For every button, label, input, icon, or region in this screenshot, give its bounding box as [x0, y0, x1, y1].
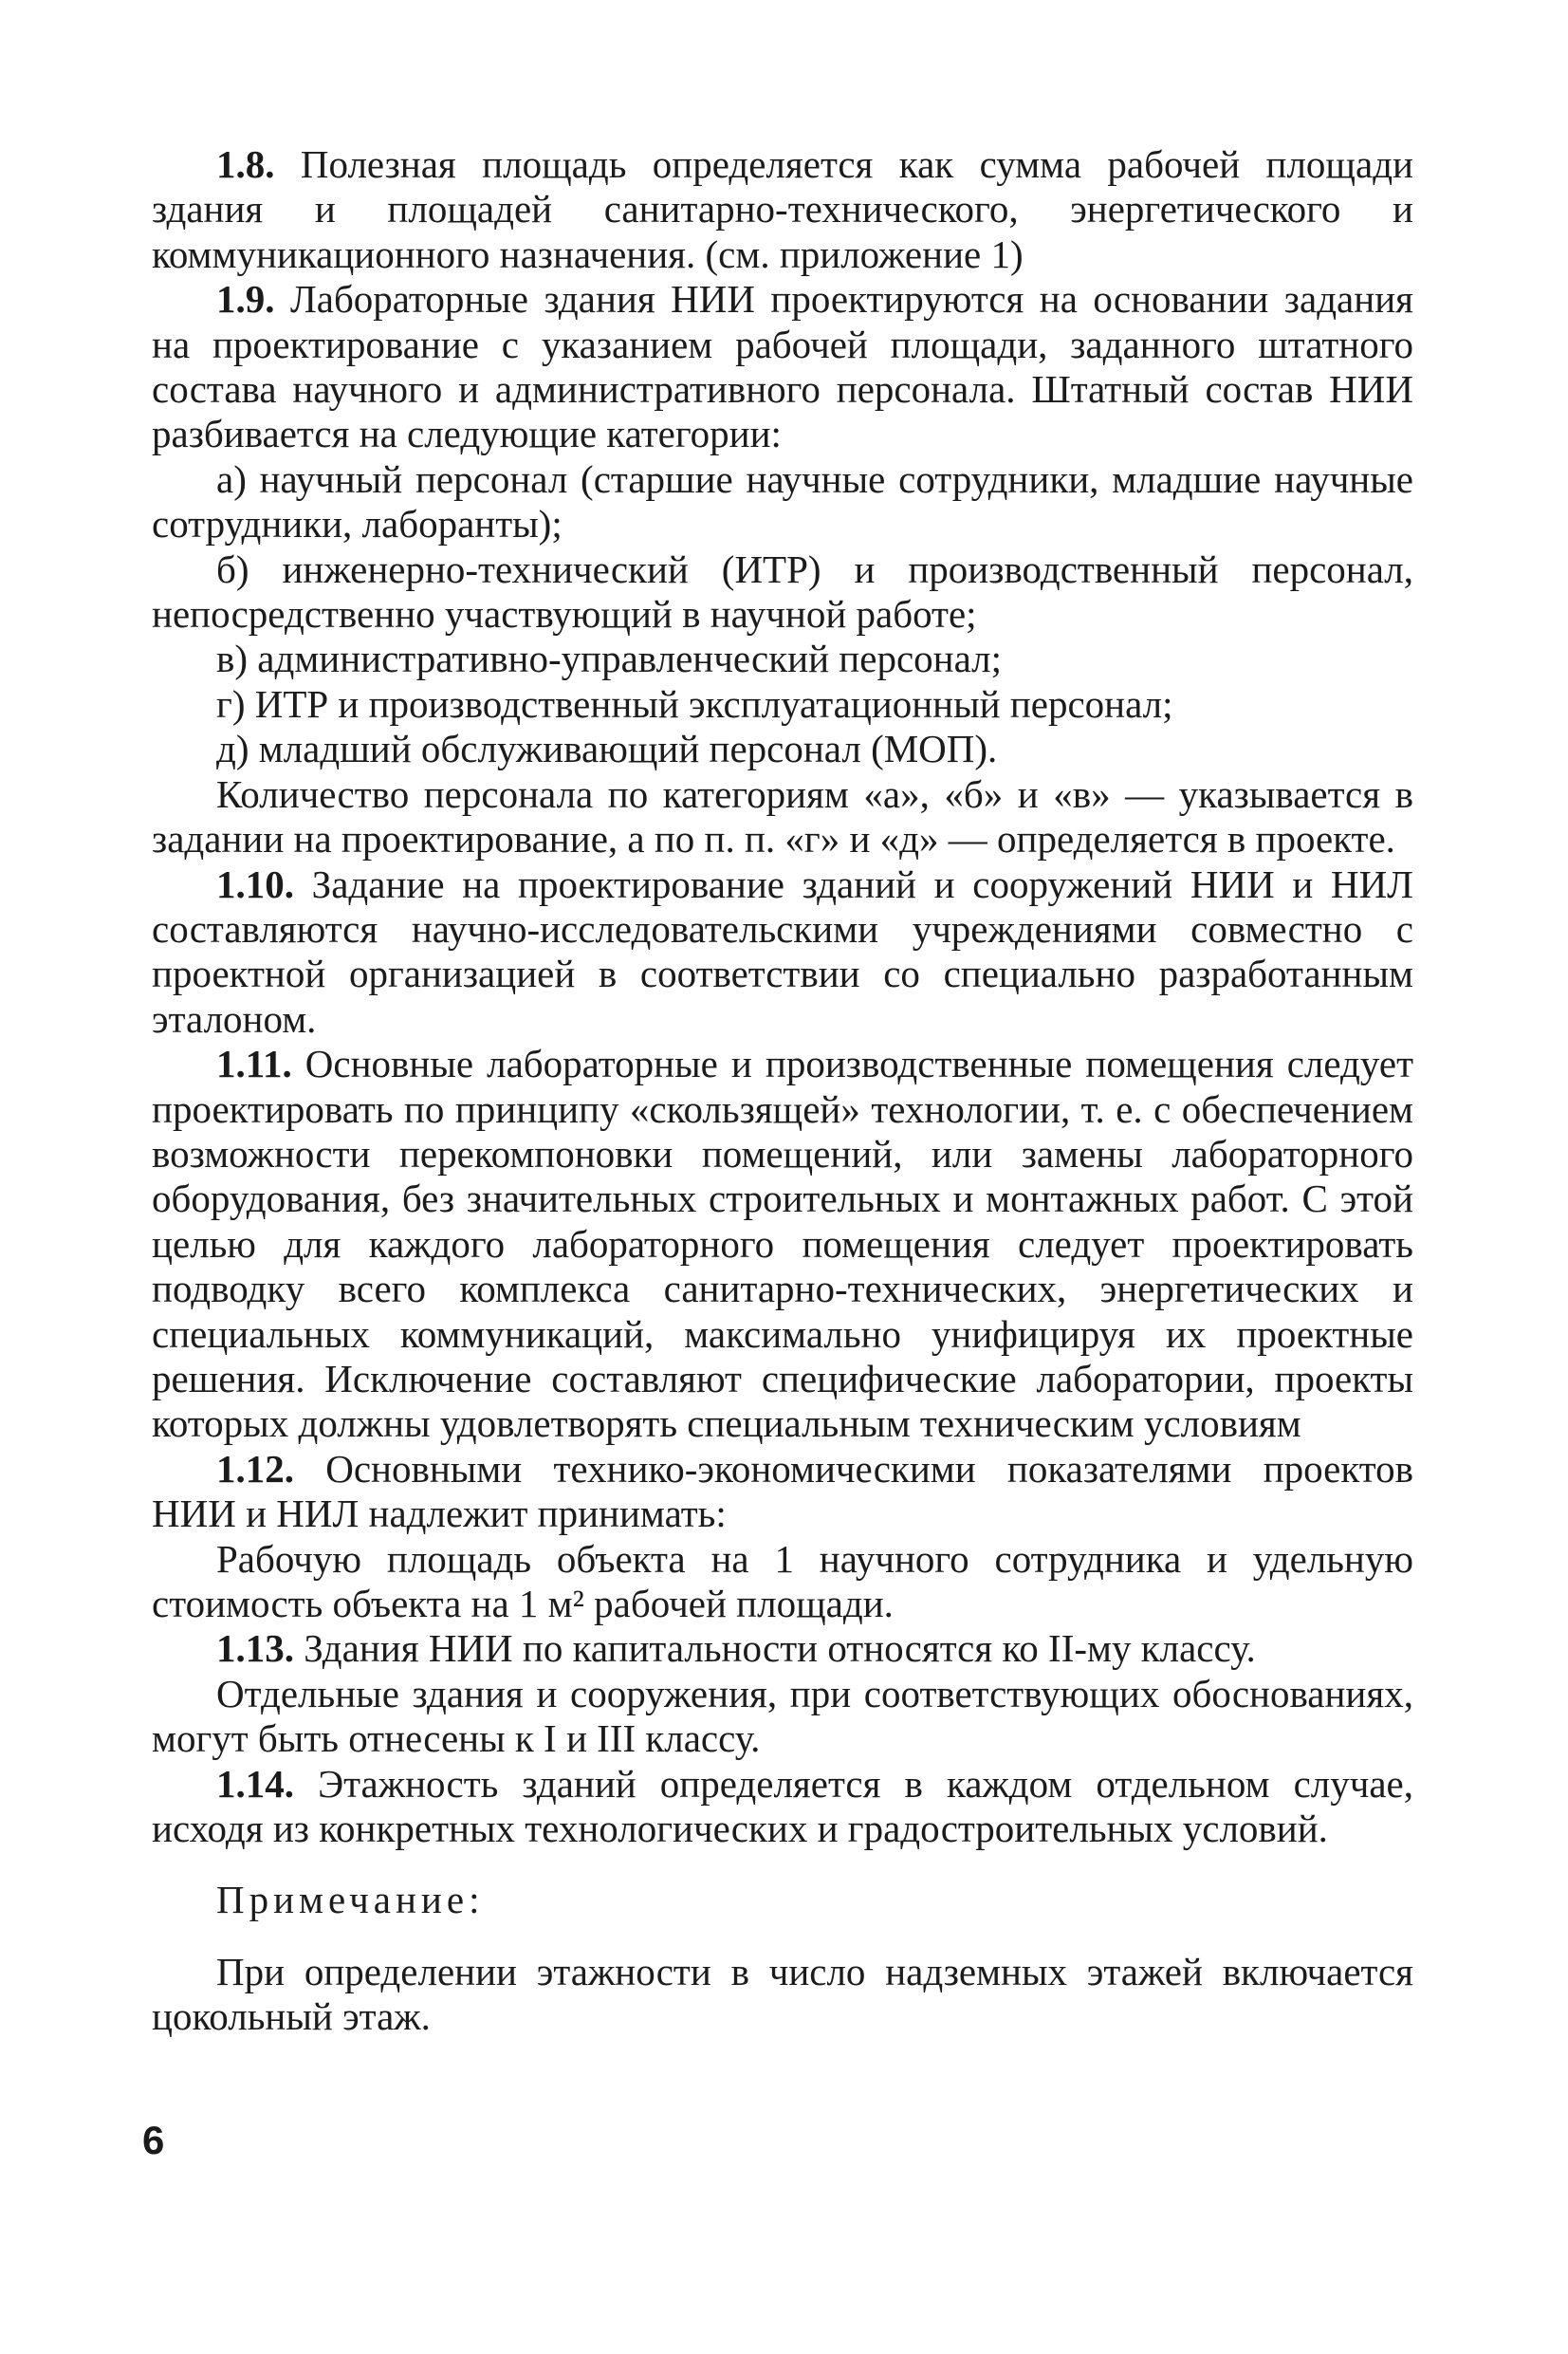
paragraph-1-8: [152, 142, 1413, 277]
list-item-v: в) административно-управленческий персонал;: [216, 637, 1002, 681]
clause-number: 1.12.: [216, 1446, 294, 1491]
paragraph-1-14: [152, 1762, 1413, 1852]
list-item-d: д) младший обслуживающий персонал (МОП).: [216, 727, 998, 771]
paragraph-1-12-detail: Рабочую площадь объекта на 1 научного сотрудника и удельную стоимость объекта на 1 м² рабочей площади.: [152, 1536, 1413, 1625]
clause-number: 1.8.: [216, 142, 275, 186]
paragraph-text: Задание на проектирование зданий и сооружений НИИ и НИЛ составляются научно-исследовательскими учреждениями совместно с проектной организацией в соответствии со специально разработанным эталоном.: [152, 862, 1413, 1041]
paragraph-1-11: [152, 1042, 1413, 1447]
clause-number: 1.10.: [216, 862, 294, 906]
list-item-a: а) научный персонал (старшие научные сотрудники, младшие научные сотрудники, лаборанты);: [152, 456, 1413, 547]
paragraph-text: Лабораторные здания НИИ проектируются на основании задания на проектирование с указанием рабочей площади, заданного штатного состава научного и административного персонала. Штатный состав НИИ разбивается на следующие категории:: [152, 277, 1413, 456]
paragraph-text: Полезная площадь определяется как сумма рабочей площади здания и площадей санитарно-технического, энергетического и коммуникационного назначения. (см. приложение 1): [152, 142, 1413, 276]
list-item-b: б) инженерно-технический (ИТР) и производственный персонал, непосредственно участвующий в научной работе;: [152, 547, 1413, 637]
clause-number: 1.14.: [216, 1761, 294, 1806]
paragraph-1-12: [152, 1447, 1413, 1537]
paragraph-personnel-count: Количество персонала по категориям «а», «б» и «в» — указывается в задании на проектирование, а по п. п. «г» и «д» — определяется в проекте.: [152, 771, 1413, 862]
page-number: 6: [142, 2118, 165, 2162]
clause-number: 1.13.: [216, 1626, 294, 1671]
note-heading: Примечание:: [216, 1878, 485, 1922]
paragraph-1-13: [152, 1626, 1413, 1671]
paragraph-1-10: [152, 862, 1413, 1043]
list-item-g: г) ИТР и производственный эксплуатационный персонал;: [216, 681, 1173, 726]
paragraph-text: Основными технико-экономическими показателями проектов НИИ и НИЛ надлежит принимать:: [152, 1446, 1413, 1536]
paragraph-text: Здания НИИ по капитальности относятся ко II-му классу.: [294, 1626, 1256, 1671]
clause-number: 1.11.: [216, 1042, 292, 1086]
paragraph-text: Этажность зданий определяется в каждом отдельном случае, исходя из конкретных технологических и градостроительных условий.: [152, 1761, 1413, 1851]
note-text: При определении этажности в число надземных этажей включается цокольный этаж.: [152, 1949, 1413, 2039]
paragraph-1-9: [152, 277, 1413, 457]
clause-number: 1.9.: [216, 277, 275, 322]
document-body: [152, 142, 1413, 2040]
paragraph-text: Основные лабораторные и производственные помещения следует проектировать по принципу «скользящей» технологии, т. е. с обеспечением возможности перекомпоновки помещений, или замены лабораторного оборудования, без значительных строительных и монтажных работ. С этой целью для каждого лабораторного помещения следует проектировать подводку всего комплекса санитарно-технических, энергетических и специальных коммуникаций, максимально унифицируя их проектные решения. Исключение составляют специфические лаборатории, проекты которых должны удовлетворять специальным техническим условиям: [152, 1042, 1413, 1446]
paragraph-1-13-detail: Отдельные здания и сооружения, при соответствующих обоснованиях, могут быть отнесены к I и III классу.: [152, 1671, 1413, 1761]
